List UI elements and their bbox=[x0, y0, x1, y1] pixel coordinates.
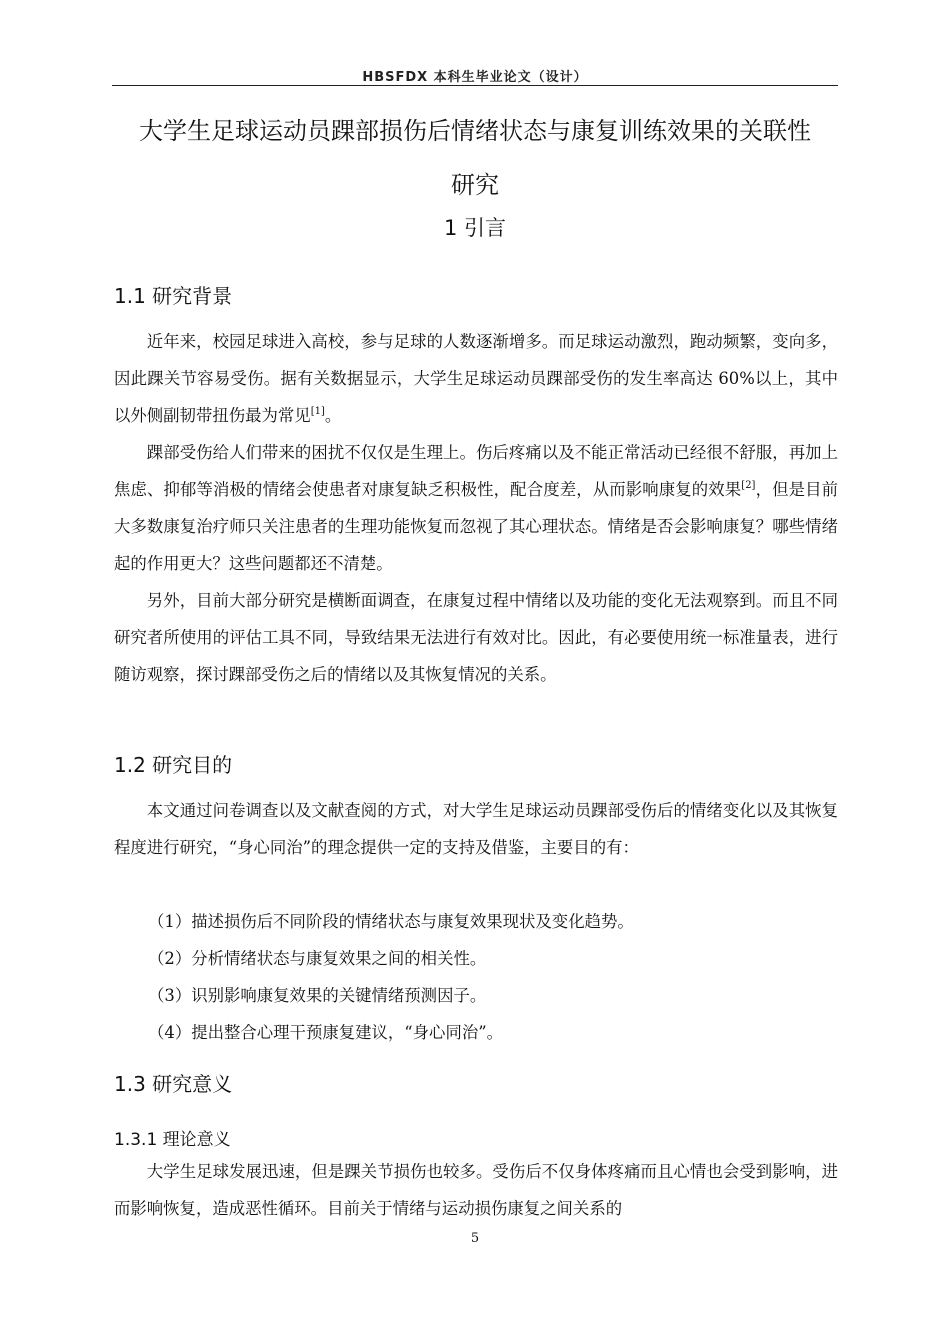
title-line-2: 研究 bbox=[451, 171, 499, 199]
header-rule bbox=[112, 85, 838, 86]
chapter-heading: 1 引言 bbox=[443, 216, 507, 240]
paragraph-purpose: 本文通过问卷调查以及文献查阅的方式，对大学生足球运动员踝部受伤后的情绪变化以及其恢复程度进行研究，“身心同治”的理念提供一定的支持及借鉴，主要目的有： bbox=[114, 801, 838, 857]
paragraph-theory: 大学生足球发展迅速，但是踝关节损伤也较多。受伤后不仅身体疼痛而且心情也会受到影响，进而影响恢复，造成恶性循环。目前关于情绪与运动损伤康复之间关系的 bbox=[114, 1162, 838, 1218]
section-heading-1-3: 1.3 研究意义 bbox=[114, 1072, 233, 1096]
list-item: （4）提出整合心理干预康复建议，“身心同治”。 bbox=[148, 1023, 503, 1042]
section-heading-1-1: 1.1 研究背景 bbox=[114, 284, 233, 308]
paragraph-background-1 bbox=[114, 323, 838, 434]
list-item: （1）描述损伤后不同阶段的情绪状态与康复效果现状及变化趋势。 bbox=[148, 912, 634, 931]
title-line-1: 大学生足球运动员踝部损伤后情绪状态与康复训练效果的关联性 bbox=[139, 117, 811, 145]
subsection-heading-1-3-1: 1.3.1 理论意义 bbox=[114, 1130, 231, 1150]
citation-ref-2: [2] bbox=[741, 480, 756, 491]
paragraph-text: ，但是目前大多数康复治疗师只关注患者的生理功能恢复而忽视了其心理状态。情绪是否会影响康复？哪些情绪起的作用更大？这些问题都还不清楚。 bbox=[114, 480, 839, 573]
running-header: HBSFDX 本科生毕业论文（设计） bbox=[362, 70, 588, 85]
list-item: （2）分析情绪状态与康复效果之间的相关性。 bbox=[148, 949, 487, 968]
paragraph-text: 。 bbox=[324, 406, 342, 425]
section-heading-1-2: 1.2 研究目的 bbox=[114, 753, 233, 777]
paper-title bbox=[112, 104, 838, 212]
paragraph-text: 踝部受伤给人们带来的困扰不仅仅是生理上。伤后疼痛以及不能正常活动已经很不舒服，再加上焦虑、抑郁等消极的情绪会使患者对康复缺乏积极性，配合度差，从而影响康复的效果 bbox=[114, 443, 838, 499]
paragraph-background-3: 另外，目前大部分研究是横断面调查，在康复过程中情绪以及功能的变化无法观察到。而且不同研究者所使用的评估工具不同，导致结果无法进行有效对比。因此，有必要使用统一标准量表，进行随访观察，探讨踝部受伤之后的情绪以及其恢复情况的关系。 bbox=[114, 591, 838, 684]
list-item: （3）识别影响康复效果的关键情绪预测因子。 bbox=[148, 986, 487, 1005]
paragraph-background-2 bbox=[114, 434, 838, 582]
paragraph-text: 近年来，校园足球进入高校，参与足球的人数逐渐增多。而足球运动激烈，跑动频繁，变向多，因此踝关节容易受伤。据有关数据显示，大学生足球运动员踝部受伤的发生率高达 60%以上，其中以外侧副韧带扭伤最为常见 bbox=[114, 332, 838, 425]
page-number: 5 bbox=[470, 1231, 480, 1246]
citation-ref-1: [1] bbox=[310, 406, 325, 417]
